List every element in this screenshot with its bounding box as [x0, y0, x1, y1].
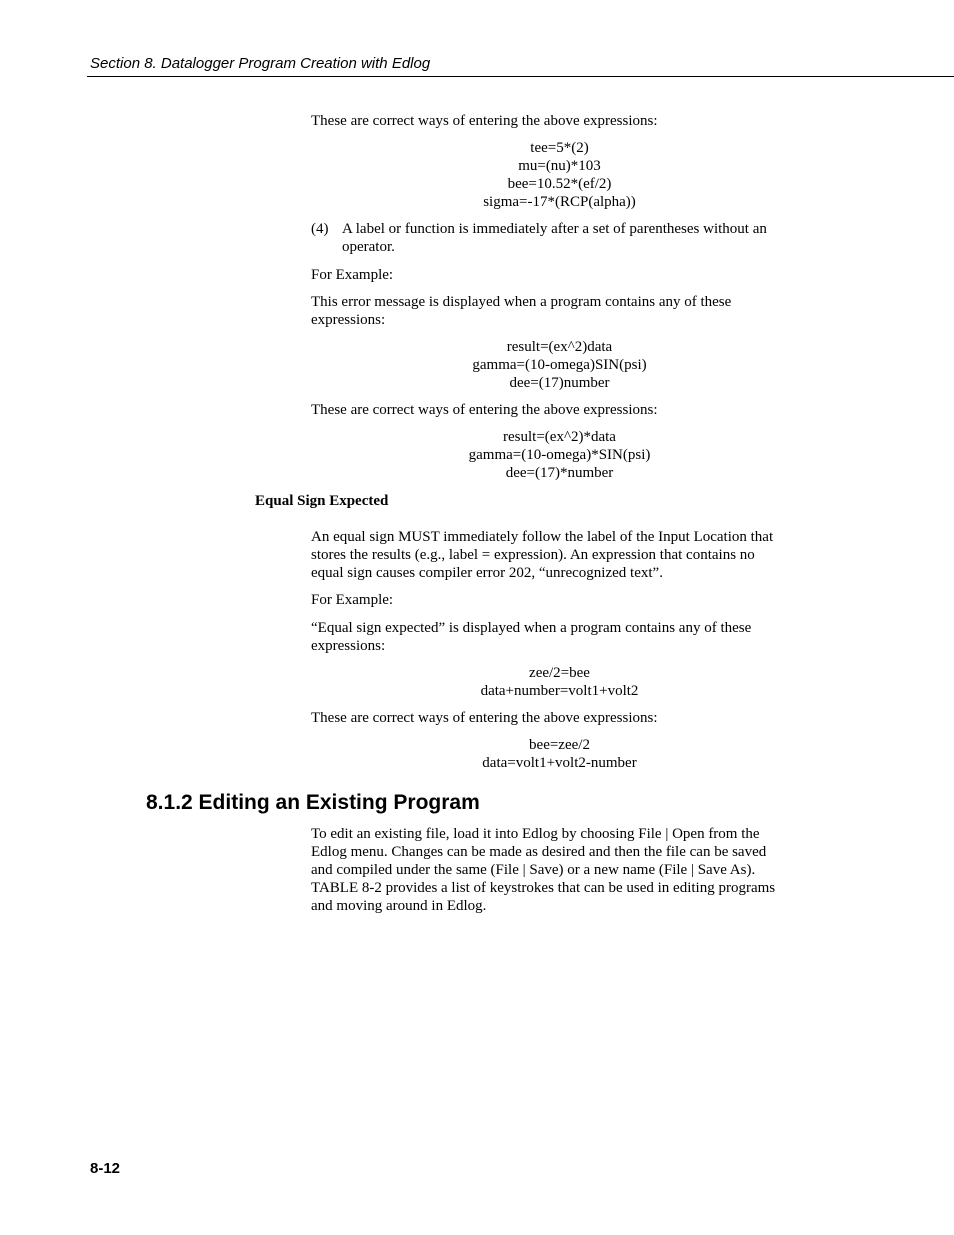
expression-line: zee/2=bee	[529, 665, 590, 681]
expression-line: result=(ex^2)*data	[503, 429, 616, 445]
paragraph-line: stores the results (e.g., label = expression). An expression that contains no	[311, 547, 755, 563]
bad-expressions-1	[311, 338, 808, 392]
editing-paragraph	[311, 825, 801, 915]
correct-expressions-1	[311, 139, 808, 211]
paragraph-line: “Equal sign expected” is displayed when a program contains any of these	[311, 620, 752, 636]
expression-line: data+number=volt1+volt2	[480, 683, 639, 699]
correct-expressions-2	[311, 428, 808, 482]
expression-line: gamma=(10-omega)*SIN(psi)	[468, 447, 651, 463]
expression-line: dee=(17)number	[509, 375, 610, 391]
paragraph-line: operator.	[342, 239, 395, 255]
paragraph-line: To edit an existing file, load it into Edlog by choosing File | Open from the	[311, 826, 760, 842]
equal-sign-paragraph	[311, 528, 801, 582]
section-heading: 8.1.2 Editing an Existing Program	[146, 791, 480, 814]
paragraph-line: and moving around in Edlog.	[311, 898, 487, 914]
expression-line: data=volt1+volt2-number	[482, 755, 637, 771]
error-message-paragraph	[311, 293, 801, 329]
expression-line: mu=(nu)*103	[518, 158, 601, 174]
expression-line: bee=zee/2	[529, 737, 590, 753]
paragraph-line: TABLE 8-2 provides a list of keystrokes that can be used in editing programs	[311, 880, 776, 896]
for-example-1: For Example:	[311, 267, 394, 283]
expression-line: sigma=-17*(RCP(alpha))	[483, 194, 636, 210]
paragraph-line: A label or function is immediately after a set of parentheses without an	[342, 221, 767, 237]
paragraph-line: This error message is displayed when a program contains any of these	[311, 294, 732, 310]
correct-intro-3: These are correct ways of entering the above expressions:	[311, 710, 658, 726]
page-number: 8-12	[90, 1160, 121, 1177]
paragraph-line: expressions:	[311, 312, 386, 328]
paragraph-line: and compiled under the same (File | Save) or a new name (File | Save As).	[311, 862, 756, 878]
for-example-2: For Example:	[311, 592, 394, 608]
paragraph-line: An equal sign MUST immediately follow the label of the Input Location that	[311, 529, 774, 545]
correct-intro-1: These are correct ways of entering the above expressions:	[311, 113, 658, 129]
paragraph-line: expressions:	[311, 638, 386, 654]
bad-expressions-2	[311, 664, 808, 700]
list-item-text	[342, 220, 802, 256]
header-divider	[87, 76, 954, 77]
running-header: Section 8. Datalogger Program Creation with Edlog	[90, 55, 431, 72]
expression-line: dee=(17)*number	[505, 465, 614, 481]
expression-line: tee=5*(2)	[530, 140, 589, 156]
expression-line: result=(ex^2)data	[506, 339, 613, 355]
list-item-number: (4)	[311, 221, 329, 237]
correct-intro-2: These are correct ways of entering the above expressions:	[311, 402, 658, 418]
paragraph-line: equal sign causes compiler error 202, “unrecognized text”.	[311, 565, 663, 581]
equal-sign-display-paragraph	[311, 619, 801, 655]
correct-expressions-3	[311, 736, 808, 772]
paragraph-line: Edlog menu. Changes can be made as desired and then the file can be saved	[311, 844, 767, 860]
expression-line: gamma=(10-omega)SIN(psi)	[472, 357, 647, 373]
equal-sign-heading: Equal Sign Expected	[255, 493, 389, 509]
expression-line: bee=10.52*(ef/2)	[507, 176, 612, 192]
